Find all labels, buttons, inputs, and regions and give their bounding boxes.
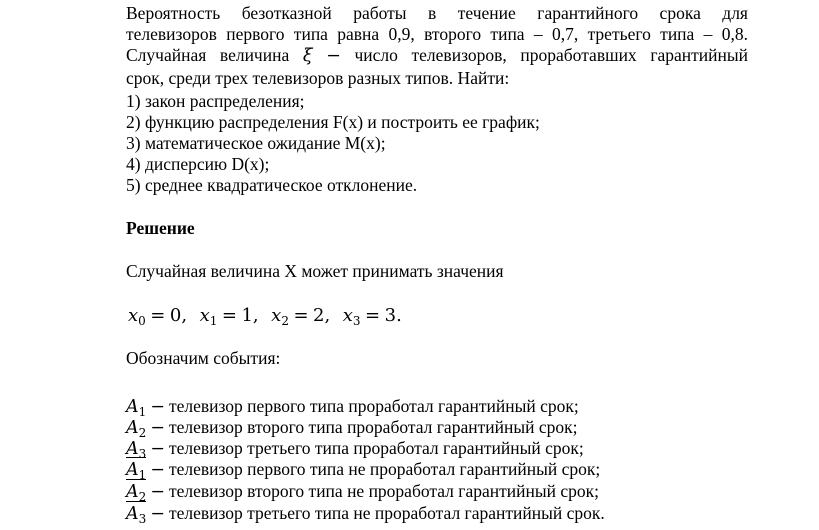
x-value-2: $x_2 = 2$,	[271, 305, 331, 328]
event-a1: $A_1$ − телевизор первого типа проработал гарантийный срок;	[126, 396, 579, 419]
solution-intro: Случайная величина X может принимать значения	[126, 261, 504, 281]
problem-line-3-start: Случайная величина	[126, 45, 290, 66]
problem-line-4: срок, среди трех телевизоров разных типов. Найти:	[126, 67, 510, 88]
x-value-0: $x_0 = 0$,	[128, 305, 188, 328]
task-1: 1) закон распределения;	[126, 91, 305, 111]
task-4: 4) дисперсию D(x);	[126, 154, 270, 174]
problem-statement	[126, 3, 748, 89]
event-a2: $A_2$ − телевизор второго типа проработал гарантийный срок;	[126, 417, 578, 440]
event-not-a2: $A_2$ − телевизор второго типа не проработал гарантийный срок;	[126, 481, 599, 504]
dash-symbol: −	[326, 46, 341, 67]
event-not-a3: $A_3$ − телевизор третьего типа не проработал гарантийный срок.	[126, 503, 605, 526]
x-values-formula	[128, 305, 402, 328]
event-not-a1: $A_1$ − телевизор первого типа не проработал гарантийный срок;	[126, 459, 601, 482]
x-value-1: $x_1 = 1$,	[199, 305, 259, 328]
task-3: 3) математическое ожидание M(x);	[126, 133, 386, 153]
problem-line-2: телевизоров первого типа равна 0,9, второго типа – 0,7, третьего типа – 0,8.	[126, 24, 748, 45]
task-5: 5) среднее квадратическое отклонение.	[126, 175, 418, 195]
solution-heading: Решение	[126, 218, 195, 238]
problem-line-3	[126, 45, 748, 67]
event-a3: $A_3$ − телевизор третьего типа проработал гарантийный срок;	[126, 438, 584, 461]
problem-line-3-end: число телевизоров, проработавших гарантийный	[354, 45, 749, 66]
problem-line-1: Вероятность безотказной работы в течение гарантийного срока для	[126, 3, 748, 23]
x-value-3: $x_3 = 3$.	[342, 305, 402, 328]
xi-symbol: ξ	[302, 46, 313, 67]
events-intro: Обозначим события:	[126, 348, 281, 368]
task-2: 2) функцию распределения F(x) и построить ее график;	[126, 112, 540, 132]
